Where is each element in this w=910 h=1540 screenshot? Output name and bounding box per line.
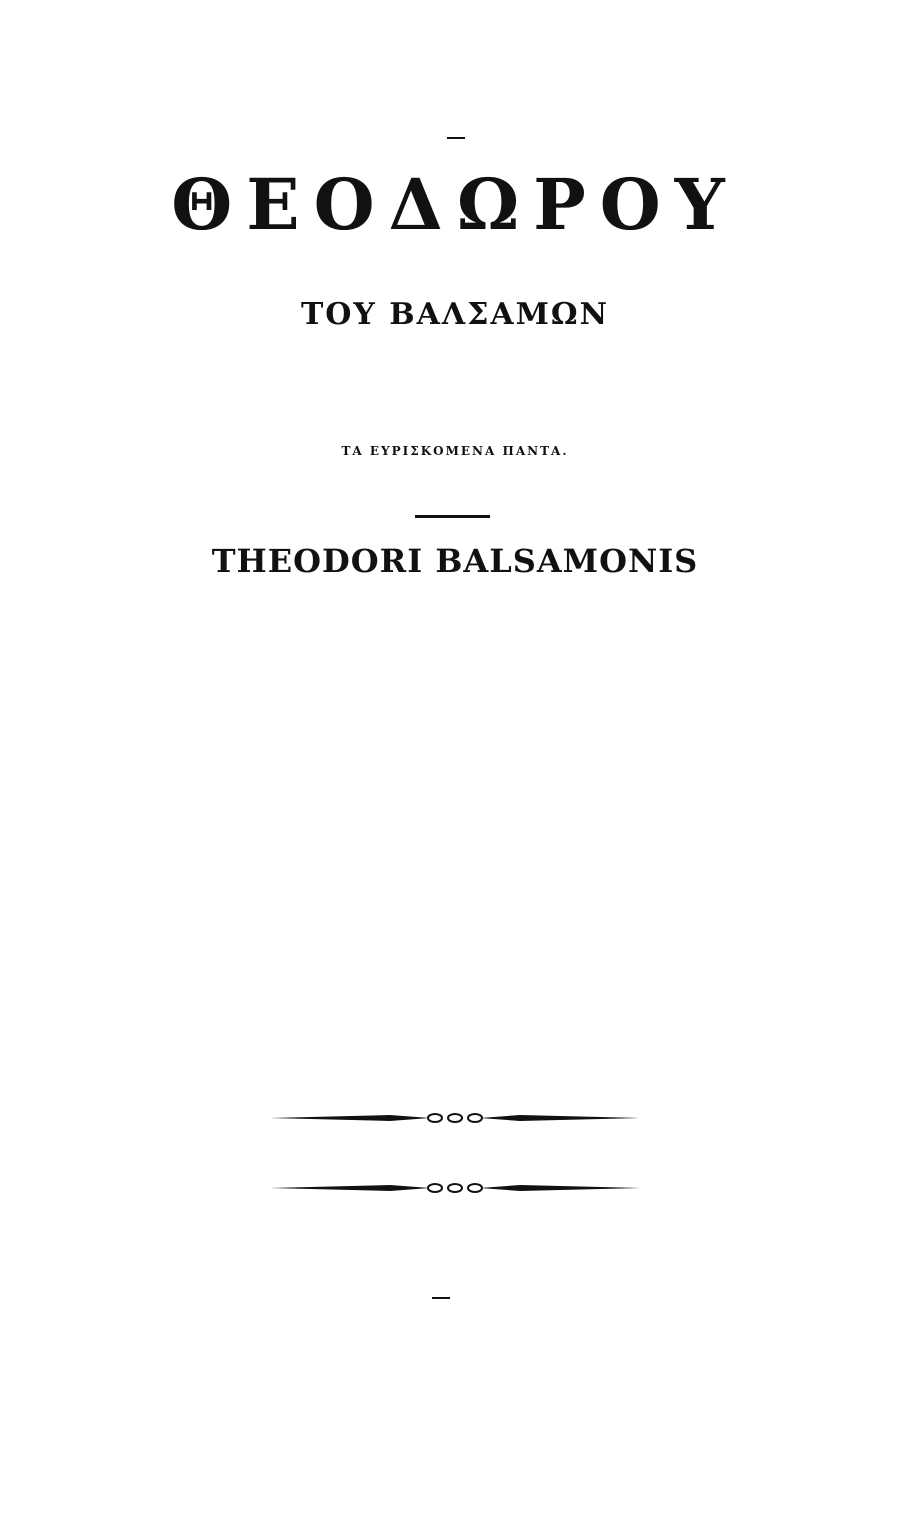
greek-works: ΤΑ ΕΥΡΙΣΚΟΜΕΝΑ ΠΑΝΤΑ. (341, 444, 569, 458)
greek-author: ΘΕΟΔΩΡΟΥ (171, 163, 739, 246)
short-divider (447, 137, 465, 139)
greek-surname: ΤΟΥ ΒΑΛΣΑΜΩΝ (300, 297, 610, 332)
divider-rule (415, 515, 490, 518)
ornamental-rule-icon (270, 1110, 640, 1126)
latin-author: THEODORI BALSAMONIS (211, 542, 699, 580)
ornamental-rule-icon (270, 1180, 640, 1196)
short-divider (432, 1297, 450, 1299)
